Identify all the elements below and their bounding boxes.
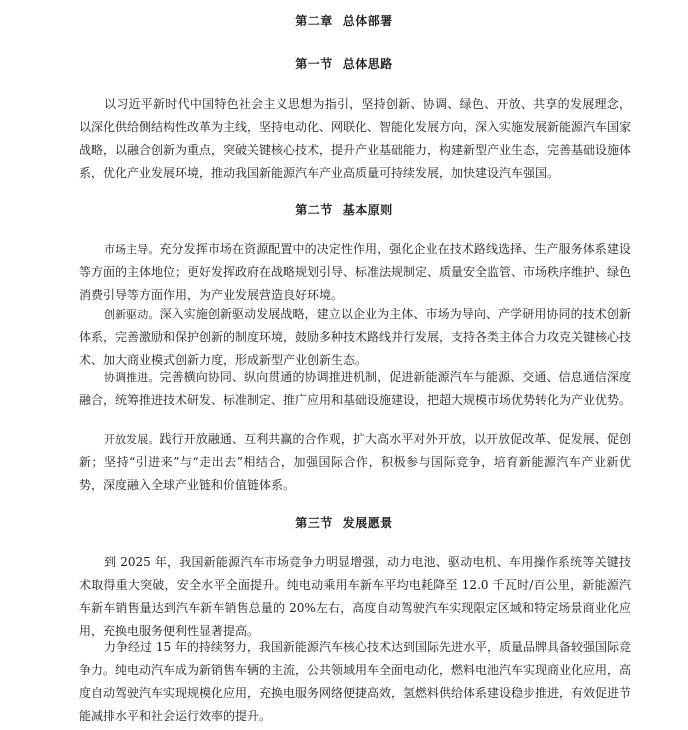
- section-title: 发展愿景: [342, 516, 393, 530]
- paragraph-lead: 开放发展。: [104, 433, 160, 446]
- chapter-heading: [0, 12, 688, 29]
- section-heading: [0, 201, 688, 218]
- paragraph: [79, 303, 631, 372]
- section-heading: [0, 514, 688, 531]
- paragraph-lead: 创新驱动。: [104, 308, 160, 321]
- chapter-title: 总体部署: [342, 14, 393, 28]
- paragraph-text: 到 2025 年，我国新能源汽车市场竞争力明显增强，动力电池、驱动电机、车用操作系统等关键技术取得重大突破，安全水平全面提升。纯电动乘用车新车平均电耗降至 12.0 千瓦时/百公里，新能源汽车新车销售量达到汽车新车销售总量的 20%左右，高度自动驾驶汽车实现限定区域和特定场景商业化应用，充换电服务便利性显著提高。: [79, 555, 631, 638]
- paragraph-lead: 市场主导。: [104, 243, 160, 256]
- paragraph: [79, 93, 631, 185]
- paragraph: [79, 238, 631, 307]
- section-number: 第三节: [295, 516, 333, 530]
- paragraph-text: 力争经过 15 年的持续努力，我国新能源汽车核心技术达到国际先进水平，质量品牌具备较强国际竞争力。纯电动汽车成为新销售车辆的主流，公共领域用车全面电动化，燃料电池汽车实现商业化应用，高度自动驾驶汽车实现规模化应用，充换电服务网络便捷高效，氢燃料供给体系建设稳步推进，有效促进节能减排水平和社会运行效率的提升。: [79, 640, 632, 723]
- paragraph-text: 完善横向协同、纵向贯通的协调推进机制，促进新能源汽车与能源、交通、信息通信深度融合，统筹推进技术研发、标准制定、推广应用和基础设施建设，把超大规模市场优势转化为产业优势。: [79, 370, 632, 407]
- paragraph: [79, 428, 631, 497]
- section-title: 总体思路: [342, 57, 393, 71]
- section-title: 基本原则: [342, 203, 393, 217]
- paragraph-text: 充分发挥市场在资源配置中的决定性作用，强化企业在技术路线选择、生产服务体系建设等方面的主体地位；更好发挥政府在战略规划引导、标准法规制定、质量安全监管、市场秩序维护、绿色消费引导等方面作用，为产业发展营造良好环境。: [79, 242, 632, 302]
- paragraph-lead: 协调推进。: [104, 371, 160, 384]
- chapter-number: 第二章: [295, 14, 333, 28]
- paragraph-text: 践行开放融通、互利共赢的合作观，扩大高水平对外开放，以开放促改革、促发展、促创新；坚持“引进来”与“走出去”相结合，加强国际合作，积极参与国际竞争，培育新能源汽车产业新优势，深度融入全球产业链和价值链体系。: [79, 432, 631, 492]
- paragraph-text: 深入实施创新驱动发展战略，建立以企业为主体、市场为导向、产学研用协同的技术创新体系，完善激励和保护创新的制度环境，鼓励多种技术路线并行发展，支持各类主体合力攻克关键核心技术、加大商业模式创新力度，形成新型产业创新生态。: [79, 307, 632, 367]
- paragraph: [79, 636, 631, 728]
- paragraph: [79, 551, 631, 643]
- section-number: 第二节: [295, 203, 333, 217]
- section-number: 第一节: [295, 57, 333, 71]
- section-heading: [0, 55, 688, 72]
- paragraph-text: 以习近平新时代中国特色社会主义思想为指引，坚持创新、协调、绿色、开放、共享的发展理念，以深化供给侧结构性改革为主线，坚持电动化、网联化、智能化发展方向，深入实施发展新能源汽车国家战略，以融合创新为重点，突破关键核心技术，提升产业基础能力，构建新型产业生态，完善基础设施体系，优化产业发展环境，推动我国新能源汽车产业高质量可持续发展，加快建设汽车强国。: [79, 97, 632, 180]
- paragraph: [79, 366, 631, 412]
